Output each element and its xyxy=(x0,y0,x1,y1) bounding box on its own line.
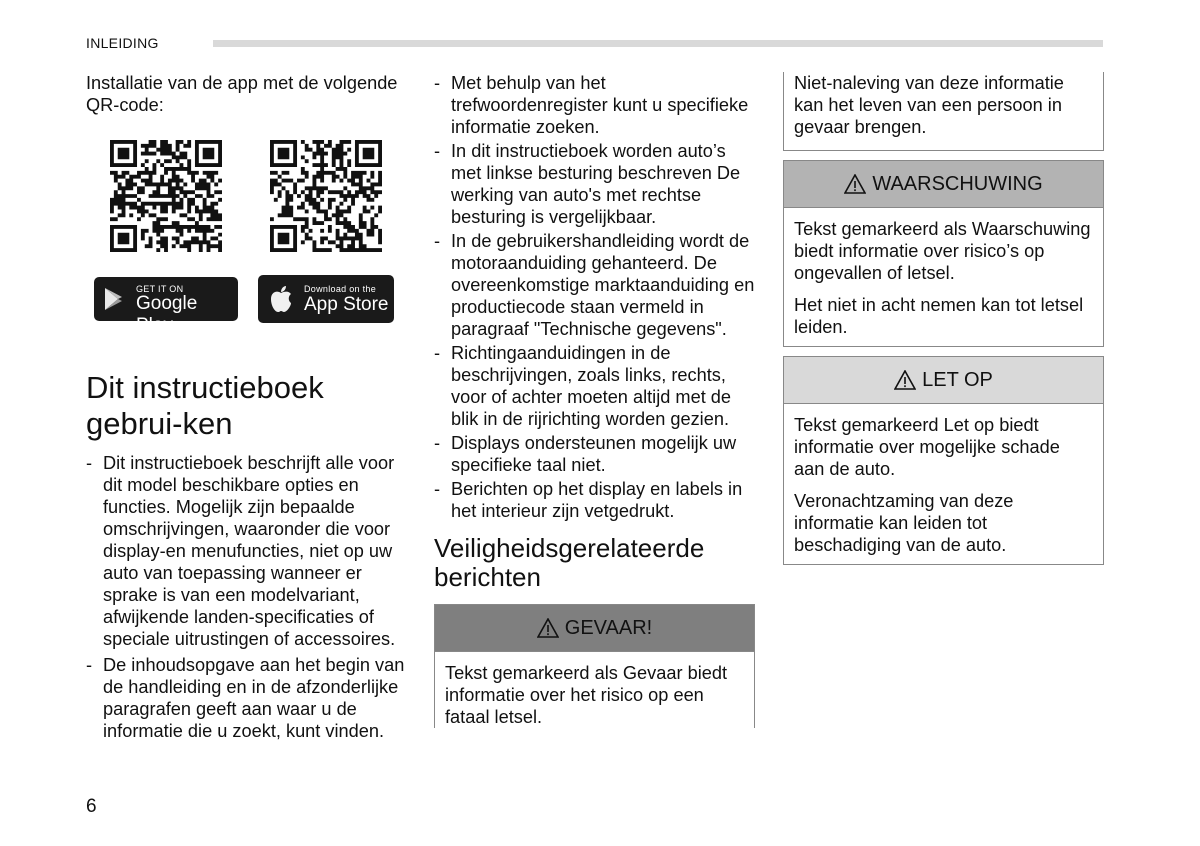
apple-badge-label: App Store xyxy=(304,294,389,315)
warning-triangle-icon xyxy=(894,370,916,390)
apple-badge-small-text: Download on the xyxy=(304,284,377,294)
list-item: - In dit instructieboek worden auto’s met linkse besturing beschreven De werking van auto's met rechtse besturing is vergelijkbaar. xyxy=(434,141,741,227)
warning-notice-label: WAARSCHUWING xyxy=(872,172,1043,195)
danger-notice-body xyxy=(435,652,754,728)
caution-notice-text-2: Veronachtzaming van deze informatie kan leiden tot beschadiging van de auto. xyxy=(794,491,1014,555)
list-item-text: Berichten op het display en labels in het interieur zijn vetgedrukt. xyxy=(451,479,743,521)
section-title-instruction-book: Dit instructieboek gebrui-ken xyxy=(86,370,324,441)
list-item-text: In de gebruikershandleiding wordt de motoraanduiding gehanteerd. De overeenkomstige marktaanduiding en productiecode staan vermeld in paragraaf "Technische gegevens". xyxy=(451,231,755,339)
danger-notice-continued xyxy=(783,72,1104,151)
list-item: - De inhoudsopgave aan het begin van de handleiding en in de afzonderlijke paragrafen geeft aan waar u de informatie die u zoekt, kunt vinden. xyxy=(86,655,405,741)
intro-text: Installatie van de app met de volgende QR-code: xyxy=(86,73,398,115)
app-store-badge[interactable] xyxy=(258,275,394,323)
list-item: - Berichten op het display en labels in het interieur zijn vetgedrukt. xyxy=(434,479,743,521)
header-rule xyxy=(213,40,1103,47)
danger-notice-label: GEVAAR! xyxy=(564,616,653,639)
list-item-text: Dit instructieboek beschrijft alle voor dit model beschikbare opties en functies. Mogelijk zijn bepaalde omschrijvingen, waaronder die voor display-en menufuncties, niet op uw auto van toepassing wanneer er sprake is van een modelvariant, afwijkende landen-specificaties of speciale uitrustingen of accessoires. xyxy=(103,453,396,649)
list-item: - In de gebruikershandleiding wordt de motoraanduiding gehanteerd. De overeenkomstige marktaanduiding en productiecode staan vermeld in paragraaf "Technische gegevens". xyxy=(434,231,755,339)
page-number: 6 xyxy=(86,796,97,817)
general-notes-bullets xyxy=(434,72,756,522)
list-item: - Displays ondersteunen mogelijk uw specifieke taal niet. xyxy=(434,433,737,475)
danger-notice-header xyxy=(435,605,754,652)
caution-notice-header xyxy=(784,357,1103,404)
caution-notice-body xyxy=(784,404,1103,556)
danger-notice-text: Tekst gemarkeerd als Gevaar biedt informatie over het risico op een fataal letsel. xyxy=(445,663,728,727)
qr-code-google-play[interactable] xyxy=(110,140,222,252)
danger-notice-continued-body xyxy=(784,72,1103,138)
list-item: - Dit instructieboek beschrijft alle voor dit model beschikbare opties en functies. Mogelijk zijn bepaalde omschrijvingen, waaronder die voor display-en menufuncties, niet op uw auto van toepassing wanneer er sprake is van een modelvariant, afwijkende landen-specificaties of speciale uitrustingen of accessoires. xyxy=(86,453,396,649)
section-header: INLEIDING xyxy=(86,35,159,51)
warning-notice-text-2: Het niet in acht nemen kan tot letsel leiden. xyxy=(794,295,1084,337)
warning-notice-text-1: Tekst gemarkeerd als Waarschuwing biedt informatie over risico’s op ongevallen of letsel. xyxy=(794,219,1091,283)
danger-notice-continued-text: Niet-naleving van deze informatie kan het leven van een persoon in gevaar brengen. xyxy=(794,73,1064,137)
list-item: - Richtingaanduidingen in de beschrijvingen, zoals links, rechts, voor of achter moeten altijd met de blik in de rijrichting worden gezien. xyxy=(434,343,732,429)
caution-notice-label: LET OP xyxy=(922,368,993,391)
warning-notice xyxy=(783,160,1104,347)
warning-notice-header xyxy=(784,161,1103,208)
qr-code-app-store[interactable] xyxy=(270,140,382,252)
google-play-icon xyxy=(103,287,125,311)
caution-notice-text-1: Tekst gemarkeerd Let op biedt informatie over mogelijke schade aan de auto. xyxy=(794,415,1060,479)
list-item-text: Met behulp van het trefwoordenregister kunt u specifieke informatie zoeken. xyxy=(451,73,749,137)
google-badge-label: Google Play xyxy=(136,293,198,336)
list-item: - Met behulp van het trefwoordenregister kunt u specifieke informatie zoeken. xyxy=(434,73,749,137)
qr-code-icon xyxy=(270,140,382,252)
caution-notice xyxy=(783,356,1104,565)
google-badge-small-text: GET IT ON xyxy=(136,284,184,294)
google-play-badge[interactable] xyxy=(94,277,238,336)
apple-icon xyxy=(268,284,294,314)
section-title-safety-messages: Veiligheidsgerelateerde berichten xyxy=(434,533,705,592)
list-item-text: Displays ondersteunen mogelijk uw specifieke taal niet. xyxy=(451,433,737,475)
list-item-text: In dit instructieboek worden auto’s met linkse besturing beschreven De werking van auto's met rechtse besturing is vergelijkbaar. xyxy=(451,141,741,227)
warning-notice-body xyxy=(784,208,1103,338)
warning-triangle-icon xyxy=(537,618,559,638)
qr-code-icon xyxy=(110,140,222,252)
list-item-text: De inhoudsopgave aan het begin van de handleiding en in de afzonderlijke paragrafen geeft aan waar u de informatie die u zoekt, kunt vinden. xyxy=(103,655,405,741)
list-item-text: Richtingaanduidingen in de beschrijvingen, zoals links, rechts, voor of achter moeten altijd met de blik in de rijrichting worden gezien. xyxy=(451,343,732,429)
danger-notice xyxy=(434,604,755,728)
warning-triangle-icon xyxy=(844,174,866,194)
instruction-book-bullets xyxy=(86,452,408,742)
